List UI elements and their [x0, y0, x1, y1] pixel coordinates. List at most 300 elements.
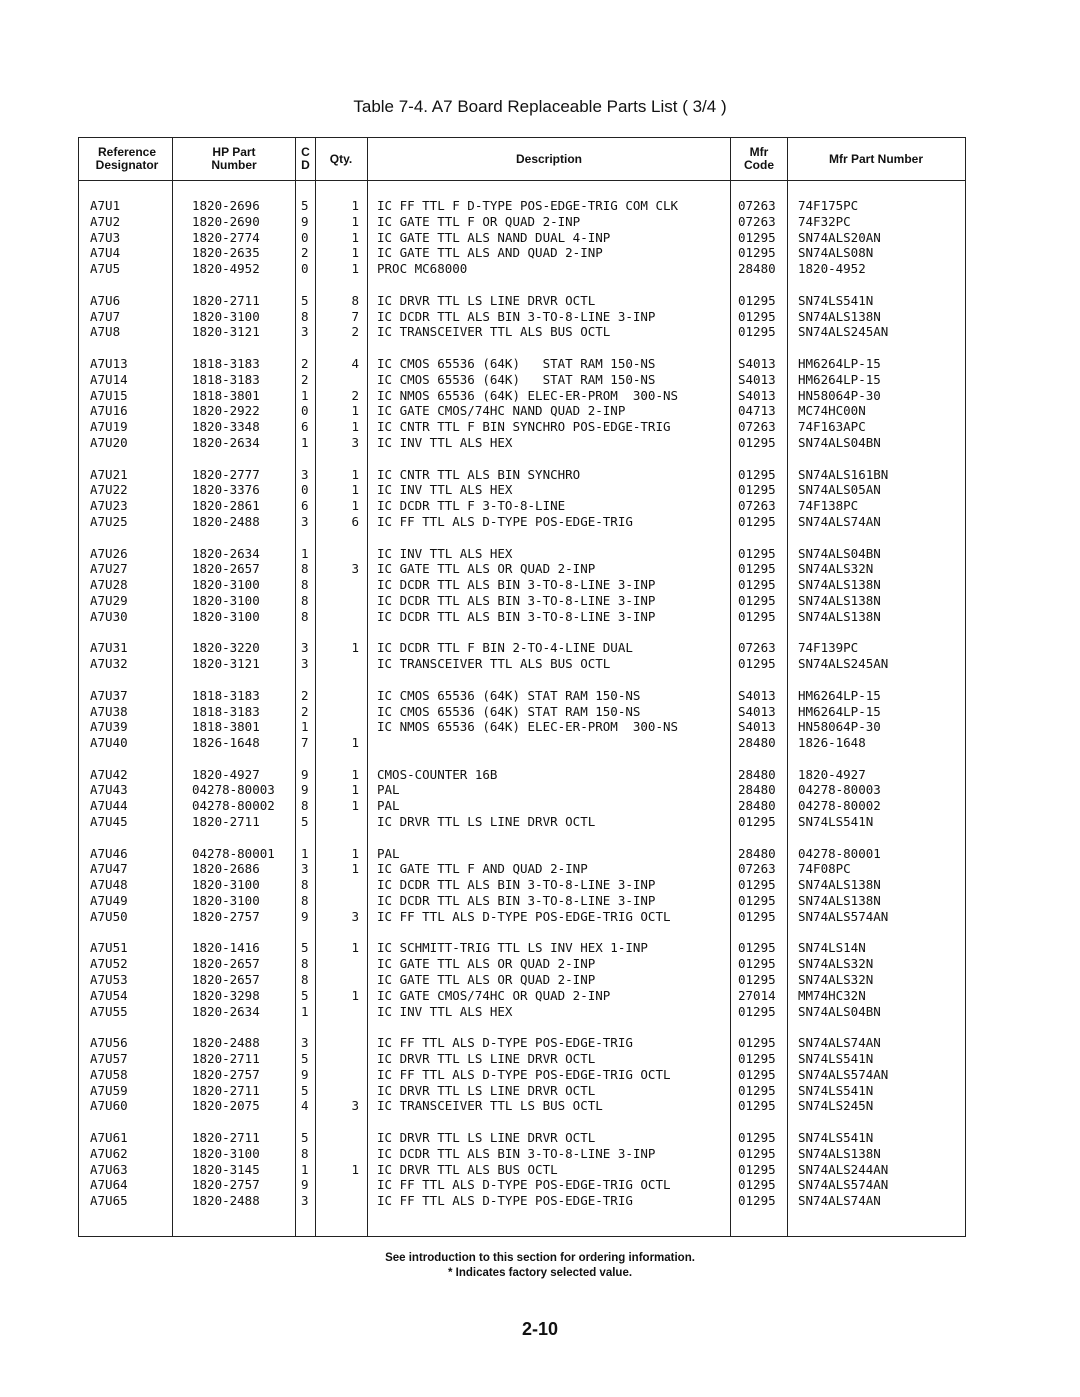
- reference-cell: A7U59: [90, 1082, 128, 1098]
- hp-part-cell: 1820-2488: [192, 1193, 260, 1209]
- hp-part-cell: 1820-4927: [192, 766, 260, 782]
- mfr-code-cell: 28480: [738, 735, 776, 751]
- hp-part-cell: 1820-3348: [192, 419, 260, 435]
- cd-cell: 5: [301, 1082, 309, 1098]
- footer-note: See introduction to this section for ordering information.: [385, 1252, 695, 1264]
- mfr-part-number-cell: SN74ALS138N: [798, 1145, 881, 1161]
- mfr-code-cell: 01295: [738, 545, 776, 561]
- hp-part-cell: 1820-2686: [192, 861, 260, 877]
- reference-cell: A7U55: [90, 1003, 128, 1019]
- hp-part-cell: 1820-2657: [192, 956, 260, 972]
- mfr-code-cell: 01295: [738, 972, 776, 988]
- reference-cell: A7U8: [90, 324, 121, 340]
- hp-part-cell: 1818-3183: [192, 703, 260, 719]
- description-cell: IC NMOS 65536 (64K) ELEC-ER-PROM 300-NS: [377, 387, 679, 403]
- qty-cell: 1: [351, 987, 359, 1003]
- description-cell: IC TRANSCEIVER TTL ALS BUS OCTL: [377, 324, 611, 340]
- description-cell: IC CMOS 65536 (64K) STAT RAM 150-NS: [377, 371, 656, 387]
- table-row: [79, 261, 965, 277]
- table-row: [79, 419, 965, 435]
- description-cell: IC DCDR TTL ALS BIN 3-TO-8-LINE 3-INP: [377, 877, 656, 893]
- hp-part-cell: 1818-3183: [192, 355, 260, 371]
- table-row: [79, 735, 965, 751]
- reference-cell: A7U16: [90, 403, 128, 419]
- mfr-code-cell: 28480: [738, 261, 776, 277]
- hp-part-cell: 1820-2711: [192, 814, 260, 830]
- table-row: [79, 814, 965, 830]
- mfr-part-number-cell: SN74ALS138N: [798, 877, 881, 893]
- description-cell: IC CNTR TTL F BIN SYNCHRO POS-EDGE-TRIG: [377, 419, 671, 435]
- cd-cell: 5: [301, 1051, 309, 1067]
- mfr-part-number-cell: SN74LS541N: [798, 292, 874, 308]
- cd-cell: 8: [301, 577, 309, 593]
- header-divider: [79, 180, 965, 181]
- description-cell: PAL: [377, 845, 400, 861]
- reference-cell: A7U26: [90, 545, 128, 561]
- hp-part-cell: 1820-2711: [192, 292, 260, 308]
- reference-cell: A7U45: [90, 814, 128, 830]
- description-cell: IC DCDR TTL F 3-TO-8-LINE: [377, 498, 566, 514]
- table-body: [79, 198, 965, 1209]
- hp-part-cell: 04278-80003: [192, 782, 275, 798]
- qty-cell: 3: [351, 561, 359, 577]
- mfr-part-number-cell: SN74LS541N: [798, 1082, 874, 1098]
- reference-cell: A7U42: [90, 766, 128, 782]
- mfr-part-number-cell: 04278-80002: [798, 798, 881, 814]
- cd-cell: 1: [301, 434, 309, 450]
- mfr-part-number-cell: SN74ALS04BN: [798, 545, 881, 561]
- reference-cell: A7U25: [90, 513, 128, 529]
- page-number: 2-10: [521, 1319, 559, 1339]
- hp-part-cell: 1820-2711: [192, 1082, 260, 1098]
- reference-cell: A7U30: [90, 608, 128, 624]
- hp-part-cell: 1820-2696: [192, 198, 260, 213]
- cd-cell: 8: [301, 608, 309, 624]
- hp-part-cell: 04278-80002: [192, 798, 275, 814]
- table-row: [79, 1067, 965, 1083]
- cd-cell: 3: [301, 513, 309, 529]
- mfr-code-cell: 01295: [738, 1145, 776, 1161]
- mfr-part-number-cell: SN74ALS138N: [798, 608, 881, 624]
- hp-part-cell: 1820-2657: [192, 972, 260, 988]
- reference-cell: A7U38: [90, 703, 128, 719]
- mfr-part-number-cell: HM6264LP-15: [798, 355, 881, 371]
- cd-cell: 9: [301, 908, 309, 924]
- cd-cell: 5: [301, 1130, 309, 1146]
- hp-part-cell: 1820-3121: [192, 656, 260, 672]
- mfr-part-number-cell: SN74LS245N: [798, 1098, 874, 1114]
- table-row: [79, 577, 965, 593]
- table-row: [79, 514, 965, 530]
- reference-cell: A7U2: [90, 213, 121, 229]
- hp-part-cell: 1820-3100: [192, 1145, 260, 1161]
- hp-part-cell: 1820-4952: [192, 261, 260, 277]
- table-row: [79, 1051, 965, 1067]
- table-row: [79, 1146, 965, 1162]
- mfr-part-number-cell: 1820-4952: [798, 261, 866, 277]
- cd-cell: 3: [301, 640, 309, 656]
- table-row: [79, 482, 965, 498]
- reference-cell: A7U65: [90, 1193, 128, 1209]
- qty-cell: 1: [351, 845, 359, 861]
- mfr-part-number-cell: HN58064P-30: [798, 719, 881, 735]
- cd-cell: 1: [301, 545, 309, 561]
- description-cell: IC CMOS 65536 (64K) STAT RAM 150-NS: [377, 703, 641, 719]
- description-cell: IC CNTR TTL ALS BIN SYNCHRO: [377, 466, 581, 482]
- description-cell: IC INV TTL ALS HEX: [377, 482, 513, 498]
- table-row: [79, 688, 965, 704]
- table-row: [79, 861, 965, 877]
- table-row: [79, 372, 965, 388]
- description-cell: IC FF TTL ALS D-TYPE POS-EDGE-TRIG: [377, 513, 633, 529]
- table-row: [79, 782, 965, 798]
- table-row: [79, 798, 965, 814]
- description-cell: IC FF TTL F D-TYPE POS-EDGE-TRIG COM CLK: [377, 198, 679, 213]
- table-row: [79, 498, 965, 514]
- mfr-code-cell: S4013: [738, 703, 776, 719]
- cd-cell: 7: [301, 735, 309, 751]
- hp-part-cell: 04278-80001: [192, 845, 275, 861]
- table-row: [79, 356, 965, 372]
- mfr-code-cell: 01295: [738, 956, 776, 972]
- hp-part-cell: 1820-3220: [192, 640, 260, 656]
- hp-part-cell: 1820-2777: [192, 466, 260, 482]
- qty-cell: 4: [351, 355, 359, 371]
- description-cell: IC CMOS 65536 (64K) STAT RAM 150-NS: [377, 687, 641, 703]
- mfr-part-number-cell: MM74HC32N: [798, 987, 866, 1003]
- cd-cell: 2: [301, 371, 309, 387]
- hp-part-cell: 1820-2635: [192, 245, 260, 261]
- description-cell: IC DRVR TTL LS LINE DRVR OCTL: [377, 1130, 596, 1146]
- reference-cell: A7U14: [90, 371, 128, 387]
- description-cell: IC FF TTL ALS D-TYPE POS-EDGE-TRIG OCTL: [377, 1066, 671, 1082]
- mfr-code-cell: 01295: [738, 893, 776, 909]
- cd-cell: 8: [301, 308, 309, 324]
- hp-part-cell: 1820-3100: [192, 577, 260, 593]
- qty-cell: 1: [351, 766, 359, 782]
- mfr-code-cell: 01295: [738, 324, 776, 340]
- description-cell: IC GATE TTL F OR QUAD 2-INP: [377, 213, 581, 229]
- cd-cell: 2: [301, 245, 309, 261]
- mfr-code-cell: 07263: [738, 198, 776, 213]
- description-cell: IC SCHMITT-TRIG TTL LS INV HEX 1-INP: [377, 940, 648, 956]
- cd-cell: 8: [301, 592, 309, 608]
- reference-cell: A7U60: [90, 1098, 128, 1114]
- mfr-part-number-cell: 04278-80003: [798, 782, 881, 798]
- mfr-part-number-cell: SN74ALS138N: [798, 592, 881, 608]
- mfr-code-cell: 01295: [738, 482, 776, 498]
- table-row: [79, 1098, 965, 1114]
- description-cell: IC GATE CMOS/74HC NAND QUAD 2-INP: [377, 403, 626, 419]
- hp-part-cell: 1820-2922: [192, 403, 260, 419]
- cd-cell: 9: [301, 1066, 309, 1082]
- reference-cell: A7U3: [90, 229, 121, 245]
- mfr-part-number-cell: SN74ALS05AN: [798, 482, 881, 498]
- reference-cell: A7U5: [90, 261, 121, 277]
- hp-part-cell: 1818-3801: [192, 387, 260, 403]
- mfr-code-cell: 07263: [738, 640, 776, 656]
- footer-asterisk-note: * Indicates factory selected value.: [447, 1267, 633, 1279]
- table-row: [79, 324, 965, 340]
- mfr-code-cell: 01295: [738, 908, 776, 924]
- reference-cell: A7U40: [90, 735, 128, 751]
- reference-cell: A7U62: [90, 1145, 128, 1161]
- description-cell: IC DCDR TTL ALS BIN 3-TO-8-LINE 3-INP: [377, 1145, 656, 1161]
- cd-cell: 2: [301, 687, 309, 703]
- reference-cell: A7U20: [90, 434, 128, 450]
- reference-cell: A7U19: [90, 419, 128, 435]
- qty-cell: 1: [351, 261, 359, 277]
- mfr-part-number-cell: SN74ALS574AN: [798, 1066, 889, 1082]
- cd-cell: 1: [301, 387, 309, 403]
- mfr-code-cell: 07263: [738, 213, 776, 229]
- mfr-part-number-cell: SN74ALS74AN: [798, 1035, 881, 1051]
- cd-cell: 2: [301, 703, 309, 719]
- hp-part-cell: 1820-3100: [192, 608, 260, 624]
- cd-cell: 8: [301, 561, 309, 577]
- hp-part-cell: 1820-2861: [192, 498, 260, 514]
- qty-cell: 8: [351, 292, 359, 308]
- description-cell: IC INV TTL ALS HEX: [377, 545, 513, 561]
- description-cell: IC GATE TTL ALS OR QUAD 2-INP: [377, 561, 596, 577]
- reference-cell: A7U54: [90, 987, 128, 1003]
- hp-part-cell: 1820-2634: [192, 1003, 260, 1019]
- hp-part-cell: 1818-3183: [192, 687, 260, 703]
- cd-cell: 1: [301, 719, 309, 735]
- description-cell: PAL: [377, 782, 400, 798]
- table-row: [79, 403, 965, 419]
- header-hp-part: HP Part Number: [211, 145, 257, 172]
- qty-cell: 2: [351, 324, 359, 340]
- hp-part-cell: 1818-3183: [192, 371, 260, 387]
- table-row: [79, 972, 965, 988]
- reference-cell: A7U47: [90, 861, 128, 877]
- mfr-part-number-cell: SN74ALS245AN: [798, 324, 889, 340]
- description-cell: CMOS-COUNTER 16B: [377, 766, 498, 782]
- cd-cell: 5: [301, 987, 309, 1003]
- table-title: Table 7-4. A7 Board Replaceable Parts List ( 3/4 ): [353, 97, 727, 116]
- qty-cell: 1: [351, 735, 359, 751]
- mfr-code-cell: 01295: [738, 1035, 776, 1051]
- description-cell: IC GATE TTL F AND QUAD 2-INP: [377, 861, 588, 877]
- mfr-code-cell: S4013: [738, 687, 776, 703]
- qty-cell: 3: [351, 434, 359, 450]
- description-cell: PROC MC68000: [377, 261, 468, 277]
- hp-part-cell: 1820-2690: [192, 213, 260, 229]
- table-row: [79, 893, 965, 909]
- description-cell: IC DRVR TTL LS LINE DRVR OCTL: [377, 1051, 596, 1067]
- table-row: [79, 230, 965, 246]
- table-row: [79, 1035, 965, 1051]
- description-cell: IC GATE CMOS/74HC OR QUAD 2-INP: [377, 987, 611, 1003]
- description-cell: IC DRVR TTL LS LINE DRVR OCTL: [377, 292, 596, 308]
- reference-cell: A7U13: [90, 355, 128, 371]
- mfr-part-number-cell: 74F32PC: [798, 213, 851, 229]
- mfr-part-number-cell: SN74LS541N: [798, 814, 874, 830]
- qty-cell: 1: [351, 1161, 359, 1177]
- table-row: [79, 609, 965, 625]
- cd-cell: 3: [301, 1035, 309, 1051]
- description-cell: IC GATE TTL ALS OR QUAD 2-INP: [377, 956, 596, 972]
- reference-cell: A7U56: [90, 1035, 128, 1051]
- table-row: [79, 1177, 965, 1193]
- qty-cell: 1: [351, 213, 359, 229]
- table-row: [79, 546, 965, 562]
- description-cell: IC FF TTL ALS D-TYPE POS-EDGE-TRIG: [377, 1035, 633, 1051]
- table-row: [79, 719, 965, 735]
- cd-cell: 9: [301, 213, 309, 229]
- cd-cell: 5: [301, 940, 309, 956]
- table-row: [79, 561, 965, 577]
- cd-cell: 8: [301, 956, 309, 972]
- qty-cell: 1: [351, 798, 359, 814]
- table-row: [79, 640, 965, 656]
- description-cell: IC FF TTL ALS D-TYPE POS-EDGE-TRIG OCTL: [377, 1177, 671, 1193]
- mfr-code-cell: 01295: [738, 608, 776, 624]
- mfr-code-cell: 01295: [738, 1193, 776, 1209]
- mfr-part-number-cell: SN74LS541N: [798, 1130, 874, 1146]
- cd-cell: 3: [301, 1193, 309, 1209]
- mfr-part-number-cell: SN74ALS74AN: [798, 1193, 881, 1209]
- mfr-code-cell: 04713: [738, 403, 776, 419]
- hp-part-cell: 1818-3801: [192, 719, 260, 735]
- cd-cell: 0: [301, 229, 309, 245]
- mfr-part-number-cell: SN74ALS32N: [798, 972, 874, 988]
- reference-cell: A7U31: [90, 640, 128, 656]
- mfr-code-cell: 01295: [738, 1161, 776, 1177]
- mfr-code-cell: 28480: [738, 845, 776, 861]
- reference-cell: A7U46: [90, 845, 128, 861]
- table-row: [79, 1162, 965, 1178]
- reference-cell: A7U57: [90, 1051, 128, 1067]
- qty-cell: 1: [351, 419, 359, 435]
- qty-cell: 1: [351, 403, 359, 419]
- mfr-code-cell: 28480: [738, 782, 776, 798]
- mfr-part-number-cell: HM6264LP-15: [798, 703, 881, 719]
- mfr-code-cell: 07263: [738, 498, 776, 514]
- table-row: [79, 767, 965, 783]
- table-row: [79, 1004, 965, 1020]
- reference-cell: A7U50: [90, 908, 128, 924]
- hp-part-cell: 1820-2634: [192, 434, 260, 450]
- table-row: [79, 704, 965, 720]
- description-cell: IC DRVR TTL ALS BUS OCTL: [377, 1161, 558, 1177]
- mfr-code-cell: 01295: [738, 1003, 776, 1019]
- description-cell: IC INV TTL ALS HEX: [377, 434, 513, 450]
- hp-part-cell: 1820-3100: [192, 877, 260, 893]
- header-reference: Reference Designator: [95, 145, 159, 172]
- mfr-code-cell: 01295: [738, 1130, 776, 1146]
- mfr-part-number-cell: MC74HC00N: [798, 403, 866, 419]
- qty-cell: 1: [351, 198, 359, 213]
- mfr-part-number-cell: 1826-1648: [798, 735, 866, 751]
- cd-cell: 8: [301, 972, 309, 988]
- description-cell: IC GATE TTL ALS NAND DUAL 4-INP: [377, 229, 611, 245]
- reference-cell: A7U61: [90, 1130, 128, 1146]
- qty-cell: 1: [351, 245, 359, 261]
- hp-part-cell: 1820-2774: [192, 229, 260, 245]
- cd-cell: 1: [301, 1003, 309, 1019]
- mfr-part-number-cell: SN74ALS245AN: [798, 656, 889, 672]
- mfr-part-number-cell: SN74ALS04BN: [798, 1003, 881, 1019]
- mfr-code-cell: S4013: [738, 719, 776, 735]
- description-cell: IC TRANSCEIVER TTL LS BUS OCTL: [377, 1098, 603, 1114]
- hp-part-cell: 1820-2657: [192, 561, 260, 577]
- mfr-code-cell: 01295: [738, 1098, 776, 1114]
- header-cd: C D: [301, 145, 310, 172]
- mfr-code-cell: S4013: [738, 387, 776, 403]
- qty-cell: 3: [351, 908, 359, 924]
- mfr-part-number-cell: 74F138PC: [798, 498, 859, 514]
- mfr-part-number-cell: HM6264LP-15: [798, 371, 881, 387]
- hp-part-cell: 1820-3121: [192, 324, 260, 340]
- qty-cell: 1: [351, 640, 359, 656]
- reference-cell: A7U51: [90, 940, 128, 956]
- hp-part-cell: 1820-3100: [192, 893, 260, 909]
- mfr-part-number-cell: SN74ALS04BN: [798, 434, 881, 450]
- reference-cell: A7U21: [90, 466, 128, 482]
- description-cell: IC DCDR TTL ALS BIN 3-TO-8-LINE 3-INP: [377, 592, 656, 608]
- mfr-part-number-cell: SN74ALS138N: [798, 308, 881, 324]
- table-row: [79, 388, 965, 404]
- header-mfr-code: Mfr Code: [744, 145, 774, 172]
- reference-cell: A7U23: [90, 498, 128, 514]
- cd-cell: 6: [301, 419, 309, 435]
- mfr-part-number-cell: SN74ALS574AN: [798, 1177, 889, 1193]
- qty-cell: 1: [351, 861, 359, 877]
- reference-cell: A7U39: [90, 719, 128, 735]
- mfr-part-number-cell: SN74LS14N: [798, 940, 866, 956]
- reference-cell: A7U44: [90, 798, 128, 814]
- mfr-code-cell: 28480: [738, 798, 776, 814]
- table-row: [79, 909, 965, 925]
- mfr-part-number-cell: 74F139PC: [798, 640, 859, 656]
- mfr-code-cell: 01295: [738, 940, 776, 956]
- cd-cell: 9: [301, 766, 309, 782]
- description-cell: IC DRVR TTL LS LINE DRVR OCTL: [377, 814, 596, 830]
- qty-cell: 6: [351, 513, 359, 529]
- mfr-part-number-cell: SN74ALS138N: [798, 893, 881, 909]
- reference-cell: A7U29: [90, 592, 128, 608]
- description-cell: IC CMOS 65536 (64K) STAT RAM 150-NS: [377, 355, 656, 371]
- mfr-part-number-cell: SN74ALS138N: [798, 577, 881, 593]
- description-cell: IC NMOS 65536 (64K) ELEC-ER-PROM 300-NS: [377, 719, 679, 735]
- qty-cell: 7: [351, 308, 359, 324]
- reference-cell: A7U43: [90, 782, 128, 798]
- mfr-code-cell: 01295: [738, 561, 776, 577]
- mfr-code-cell: 01295: [738, 577, 776, 593]
- reference-cell: A7U7: [90, 308, 121, 324]
- table-row: [79, 593, 965, 609]
- cd-cell: 9: [301, 1177, 309, 1193]
- hp-part-cell: 1820-3376: [192, 482, 260, 498]
- description-cell: IC DCDR TTL ALS BIN 3-TO-8-LINE 3-INP: [377, 608, 656, 624]
- reference-cell: A7U1: [90, 198, 121, 213]
- mfr-code-cell: 01295: [738, 592, 776, 608]
- cd-cell: 5: [301, 292, 309, 308]
- table-row: [79, 956, 965, 972]
- mfr-code-cell: 01295: [738, 1051, 776, 1067]
- cd-cell: 3: [301, 656, 309, 672]
- cd-cell: 9: [301, 782, 309, 798]
- hp-part-cell: 1820-3100: [192, 592, 260, 608]
- cd-cell: 0: [301, 261, 309, 277]
- mfr-code-cell: S4013: [738, 355, 776, 371]
- cd-cell: 8: [301, 798, 309, 814]
- reference-cell: A7U28: [90, 577, 128, 593]
- cd-cell: 5: [301, 814, 309, 830]
- hp-part-cell: 1820-3145: [192, 1161, 260, 1177]
